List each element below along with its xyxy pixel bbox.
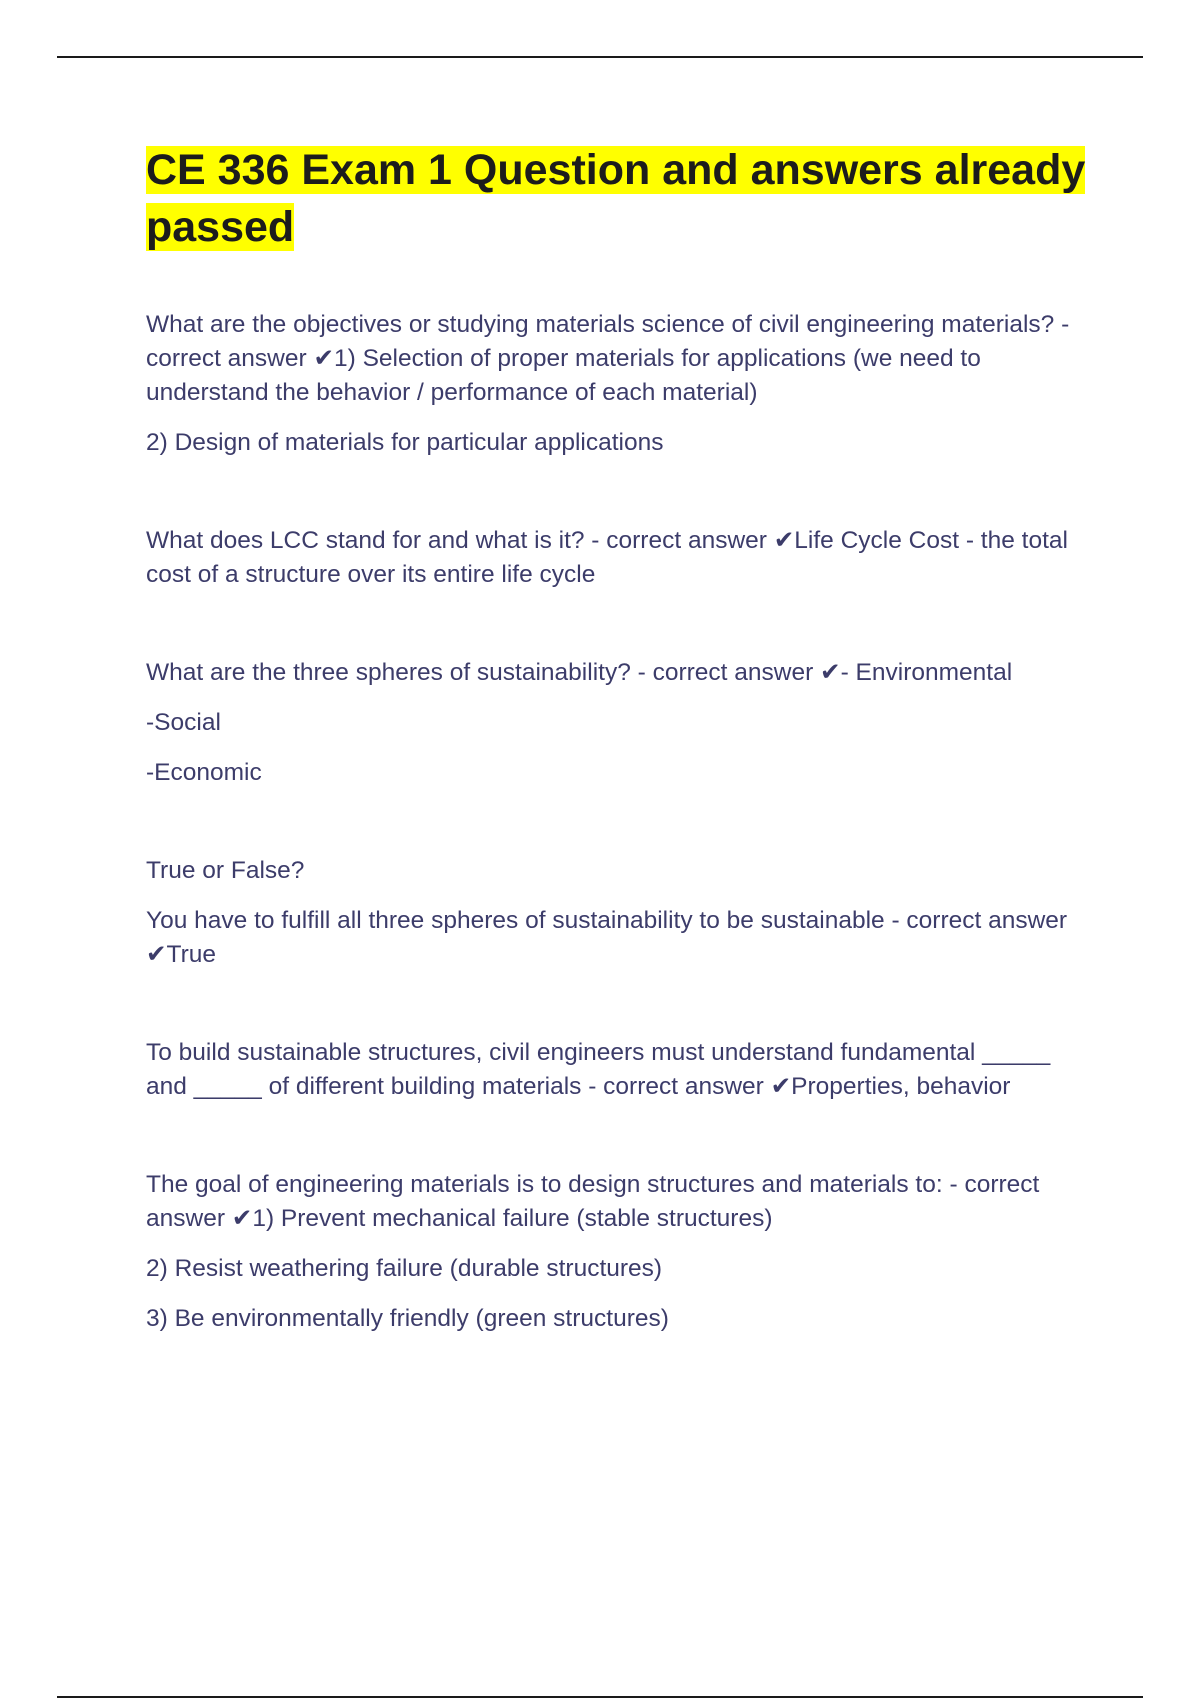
qa-paragraph: True or False? [146, 857, 305, 884]
qa-item [146, 656, 1096, 790]
document-body [146, 142, 1096, 1400]
qa-paragraph: The goal of engineering materials is to design structures and materials to: - correct answer ✔1) Prevent mechanical failure (stable structures) [146, 1171, 1040, 1232]
document-title [146, 142, 1096, 256]
qa-paragraph: -Economic [146, 759, 262, 786]
header-rule [57, 56, 1143, 58]
qa-item [146, 1036, 1096, 1104]
qa-paragraph: What are the three spheres of sustainability? - correct answer ✔- Environmental [146, 659, 1013, 686]
qa-paragraph: 2) Resist weathering failure (durable structures) [146, 1255, 663, 1282]
qa-paragraph: 2) Design of materials for particular applications [146, 429, 664, 456]
qa-paragraph: To build sustainable structures, civil engineers must understand fundamental _____ and _____ of different building materials - correct answer ✔Properties, behavior [146, 1039, 1051, 1100]
title-highlight: CE 336 Exam 1 Question and answers already passed [146, 146, 1086, 251]
qa-item [146, 1168, 1096, 1336]
qa-paragraph: What are the objectives or studying materials science of civil engineering materials? - correct answer ✔1) Selection of proper materials for applications (we need to understand the behavior / performance of each material) [146, 311, 1070, 406]
qa-paragraph: You have to fulfill all three spheres of sustainability to be sustainable - correct answer ✔True [146, 907, 1068, 968]
qa-item [146, 524, 1096, 592]
qa-item [146, 854, 1096, 972]
qa-paragraph: -Social [146, 709, 221, 736]
footer-rule [57, 1696, 1143, 1698]
qa-paragraph: 3) Be environmentally friendly (green structures) [146, 1305, 669, 1332]
qa-item [146, 308, 1096, 460]
qa-paragraph: What does LCC stand for and what is it? - correct answer ✔Life Cycle Cost - the total cost of a structure over its entire life cycle [146, 527, 1068, 588]
